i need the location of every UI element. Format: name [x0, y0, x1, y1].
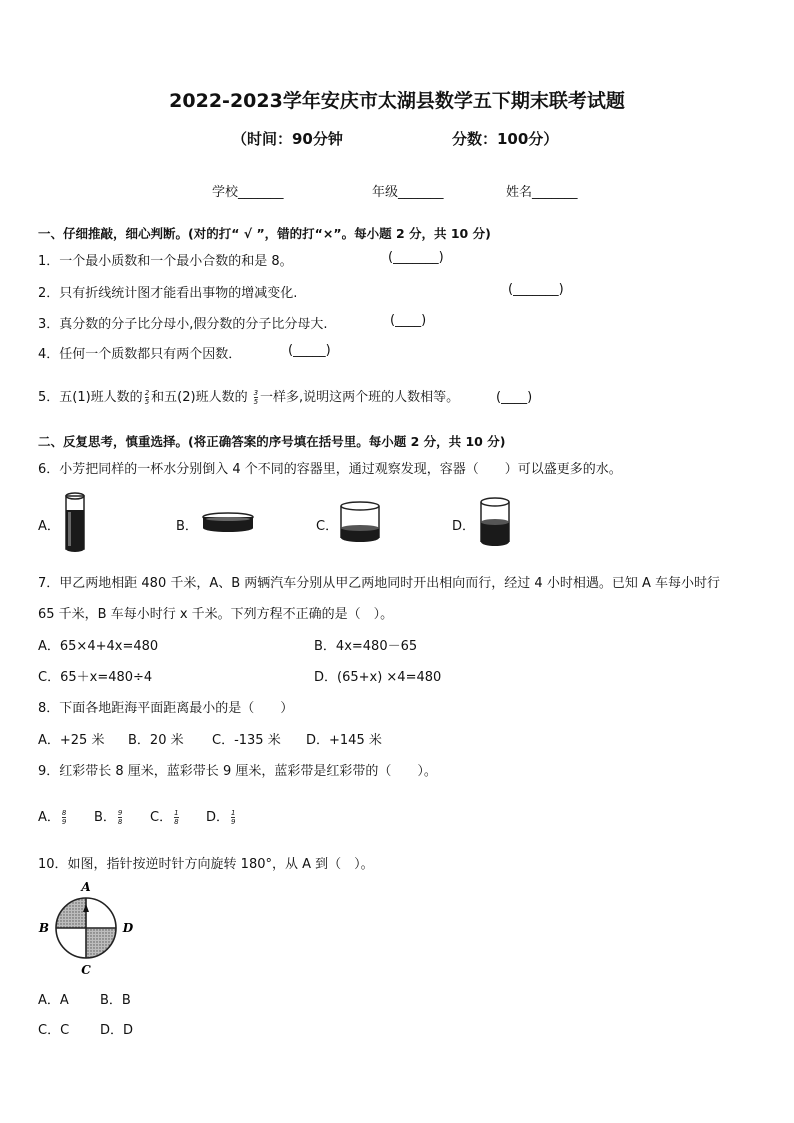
flat-container-icon — [200, 512, 256, 534]
tall-container-icon — [62, 492, 88, 554]
q9-option-d-label: D． — [206, 810, 230, 825]
q7-option-d[interactable]: D．(65+x) ×4=480 — [314, 670, 442, 685]
grade-field[interactable]: 年级_______ — [372, 185, 444, 200]
exam-score: 分数：100分） — [452, 130, 559, 148]
q8-option-d[interactable]: D．+145 米 — [306, 733, 382, 748]
medium-container-icon — [478, 496, 512, 550]
school-field[interactable]: 学校_______ — [212, 185, 284, 200]
page-title: 2022-2023学年安庆市太湖县数学五下期末联考试题 — [169, 90, 625, 112]
question-5-part-c: 一样多,说明这两个班的人数相等。 — [260, 390, 460, 405]
label-c: C — [81, 963, 91, 977]
section1-heading: 一、仔细推敲，细心判断。(对的打“ √ ”，错的打“×”。每小题 2 分，共 10 分) — [38, 226, 491, 241]
q9-option-d[interactable] — [206, 806, 237, 826]
q10-option-c[interactable]: C．C — [38, 1023, 70, 1038]
fraction: $\frac{2}{5}$ — [144, 389, 150, 406]
q8-option-c[interactable]: C．-135 米 — [212, 733, 281, 748]
name-field[interactable]: 姓名_______ — [506, 185, 578, 200]
question-5-part-b: 和五(2)班人数的 — [151, 390, 248, 405]
q9-option-b-label: B． — [94, 810, 116, 825]
fraction: $\frac{1}{8}$ — [174, 809, 179, 826]
question-5-part-a: 5．五(1)班人数的 — [38, 390, 143, 405]
q7-option-a[interactable]: A．65×4+4x=480 — [38, 639, 159, 654]
label-d: D — [122, 921, 134, 935]
q9-option-a-label: A． — [38, 810, 60, 825]
q10-option-d[interactable]: D．D — [100, 1023, 134, 1038]
question-7-line-1: 7．甲乙两地相距 480 千米，A、B 两辆汽车分别从甲乙两地同时开出相向而行，经过 4 小时相遇。已知 A 车每小时行 — [38, 576, 720, 591]
label-b: B — [38, 921, 50, 935]
answer-blank-5[interactable]: (____) — [496, 390, 533, 405]
question-7-line-2: 65 千米，B 车每小时行 x 千米。下列方程不正确的是（ ）。 — [38, 607, 394, 622]
q9-option-b[interactable] — [94, 806, 124, 826]
question-5 — [38, 386, 459, 406]
fraction: $\frac{8}{9}$ — [61, 809, 67, 826]
q9-option-c-label: C． — [150, 810, 173, 825]
exam-time: （时间：90分钟 — [232, 130, 343, 148]
q10-option-b[interactable]: B．B — [100, 993, 131, 1008]
question-8: 8．下面各地距海平面距离最小的是（ ） — [38, 701, 294, 716]
fraction: $\frac{3}{5}$ — [253, 389, 259, 406]
question-2: 2．只有折线统计图才能看出事物的增减变化. — [38, 286, 298, 301]
answer-blank-3[interactable]: (____) — [390, 313, 427, 328]
question-3: 3．真分数的分子比分母小,假分数的分子比分母大. — [38, 317, 328, 332]
question-1: 1．一个最小质数和一个最小合数的和是 8。 — [38, 254, 293, 269]
q6-option-a-label[interactable]: A． — [38, 519, 60, 534]
q10-option-a[interactable]: A．A — [38, 993, 69, 1008]
q6-option-b-label[interactable]: B． — [176, 519, 198, 534]
q7-option-b[interactable]: B．4x=480－65 — [314, 639, 418, 654]
q8-option-a[interactable]: A．+25 米 — [38, 733, 105, 748]
wide-container-icon — [338, 500, 382, 546]
q9-option-a[interactable] — [38, 806, 68, 826]
fraction: $\frac{9}{8}$ — [117, 809, 123, 826]
q6-option-d-label[interactable]: D． — [452, 519, 476, 534]
question-10: 10．如图，指针按逆时针方向旋转 180°，从 A 到（ ）。 — [38, 857, 374, 872]
question-6: 6．小芳把同样的一杯水分别倒入 4 个不同的容器里，通过观察发现，容器（ ）可以盛更多的水。 — [38, 462, 622, 477]
q6-option-c-label[interactable]: C． — [316, 519, 339, 534]
q8-option-b[interactable]: B．20 米 — [128, 733, 184, 748]
answer-blank-2[interactable]: (_______) — [508, 282, 564, 297]
q7-option-c[interactable]: C．65＋x=480÷4 — [38, 670, 153, 685]
q9-option-c[interactable] — [150, 806, 181, 826]
section2-heading: 二、反复思考，慎重选择。(将正确答案的序号填在括号里。每小题 2 分，共 10 分) — [38, 434, 506, 449]
answer-blank-1[interactable]: (_______) — [388, 250, 444, 265]
label-a: A — [81, 880, 91, 894]
pointer-circle-diagram — [36, 878, 136, 978]
question-4: 4．任何一个质数都只有两个因数． — [38, 347, 242, 362]
fraction: $\frac{1}{9}$ — [231, 809, 236, 826]
answer-blank-4[interactable]: (_____) — [288, 343, 331, 358]
question-9: 9．红彩带长 8 厘米，蓝彩带长 9 厘米，蓝彩带是红彩带的（ ）。 — [38, 764, 437, 779]
